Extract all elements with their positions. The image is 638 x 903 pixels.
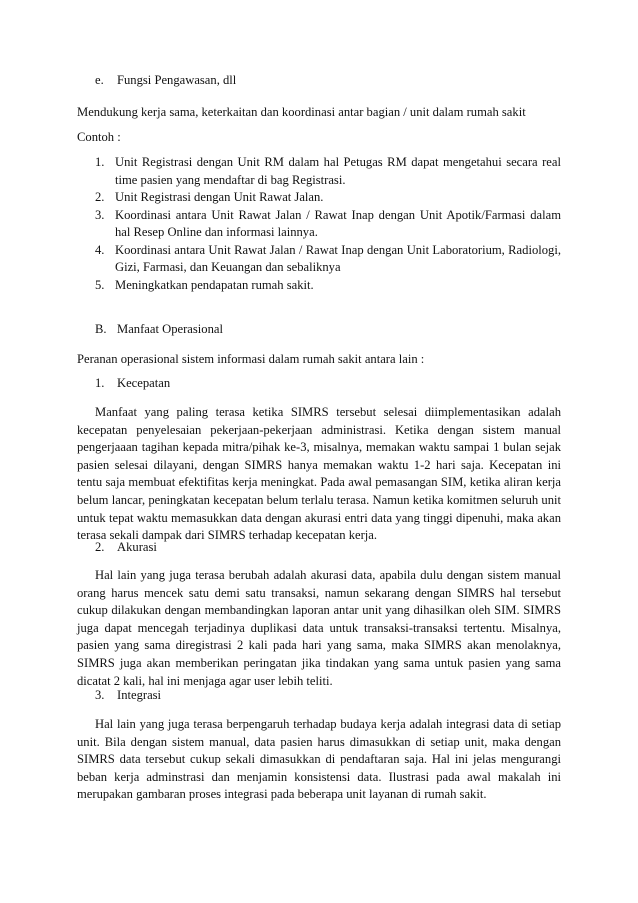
subsection-heading-akurasi: 2. Akurasi — [95, 540, 157, 554]
intro-paragraph: Mendukung kerja sama, keterkaitan dan koordinasi antar bagian / unit dalam rumah sakit — [77, 105, 526, 119]
subsection-heading-integrasi: 3. Integrasi — [95, 688, 162, 702]
fungsi-text: Fungsi Pengawasan, dll — [117, 73, 237, 87]
fungsi-item — [95, 72, 236, 90]
paragraph-akurasi: Hal lain yang juga terasa berubah adalah akurasi data, apabila dulu dengan sistem manual orang harus mencek satu demi satu transaksi, namun sekarang dengan SIMRS hal tersebut cukup dilakukan dengan membandingkan laporan antar unit yang dihasilkan oleh SIM. SIMRS juga dapat mencegah terjadinya duplikasi data untuk transaksi-transaksi tertentu. Misalnya, pasien yang sama diregistrasi 2 kali pada hari yang sama, maka SIMRS akan menolaknya, SIMRS juga akan memberikan peringatan jika tindakan yang sama untuk pasien yang sama dicatat 2 kali, hal ini menjaga agar user lebih teliti. — [77, 568, 561, 688]
paragraph-integrasi: Hal lain yang juga terasa berpengaruh terhadap budaya kerja adalah integrasi data di setiap unit. Bila dengan sistem manual, data pasien harus dimasukkan di setiap unit, maka dengan SIMRS data tersebut cukup sekali dimasukkan di pendaftaran saja. Hal ini jelas mengurangi beban kerja adminstrasi dan menjamin konsistensi data. Ilustrasi pada awal makalah ini merupakan gambaran proses integrasi pada beberapa unit layanan di rumah sakit. — [77, 717, 561, 802]
list-item: 1. Unit Registrasi dengan Unit RM dalam hal Petugas RM dapat mengetahui secara real time pasien yang mendaftar di bag Registrasi. — [95, 155, 561, 187]
section-b-title: Manfaat Operasional — [117, 322, 223, 336]
list-item: 4. Koordinasi antara Unit Rawat Jalan / Rawat Inap dengan Unit Laboratorium, Radiologi, Gizi, Farmasi, dan Keuangan dan sebaliknya — [95, 242, 561, 274]
section-b-marker: B. — [95, 322, 107, 336]
paragraph-kecepatan: Manfaat yang paling terasa ketika SIMRS tersebut selesai diimplementasikan adalah kecepatan penyelesaian pekerjaan-pekerjaan administrasi. Ketika dengan sistem manual pengerjaaan tagihan kepada mitra/pihak ke-3, misalnya, memakan waktu sampai 1 bulan sejak pasien selesai dilayani, dengan SIMRS hanya memakan waktu 1-2 hari saja. Kecepatan ini tentu saja membuat efektifitas kerja meningkat. Pada awal pemasangan SIM, ketika aliran kerja belum lancar, peningkatan kecepatan belum terlalu terasa. Namun ketika komitmen seluruh unit untuk tepat waktu memasukkan data dengan akurasi entri data yang tinggi dipenuhi, maka akan terasa sekali dampak dari SIMRS terhadap kecepatan kerja. — [77, 405, 561, 543]
list-item: 2. Unit Registrasi dengan Unit Rawat Jalan. — [95, 190, 324, 204]
section-b-heading — [95, 321, 223, 339]
section-b-intro: Peranan operasional sistem informasi dalam rumah sakit antara lain : — [77, 352, 425, 366]
subsection-heading-kecepatan: 1. Kecepatan — [95, 376, 171, 390]
contoh-label: Contoh : — [77, 130, 121, 144]
contoh-list — [95, 154, 561, 294]
fungsi-marker: e. — [95, 73, 104, 87]
list-item: 3. Koordinasi antara Unit Rawat Jalan / Rawat Inap dengan Unit Apotik/Farmasi dalam hal Resep Online dan informasi lainnya. — [95, 207, 561, 239]
list-item: 5. Meningkatkan pendapatan rumah sakit. — [95, 277, 314, 292]
